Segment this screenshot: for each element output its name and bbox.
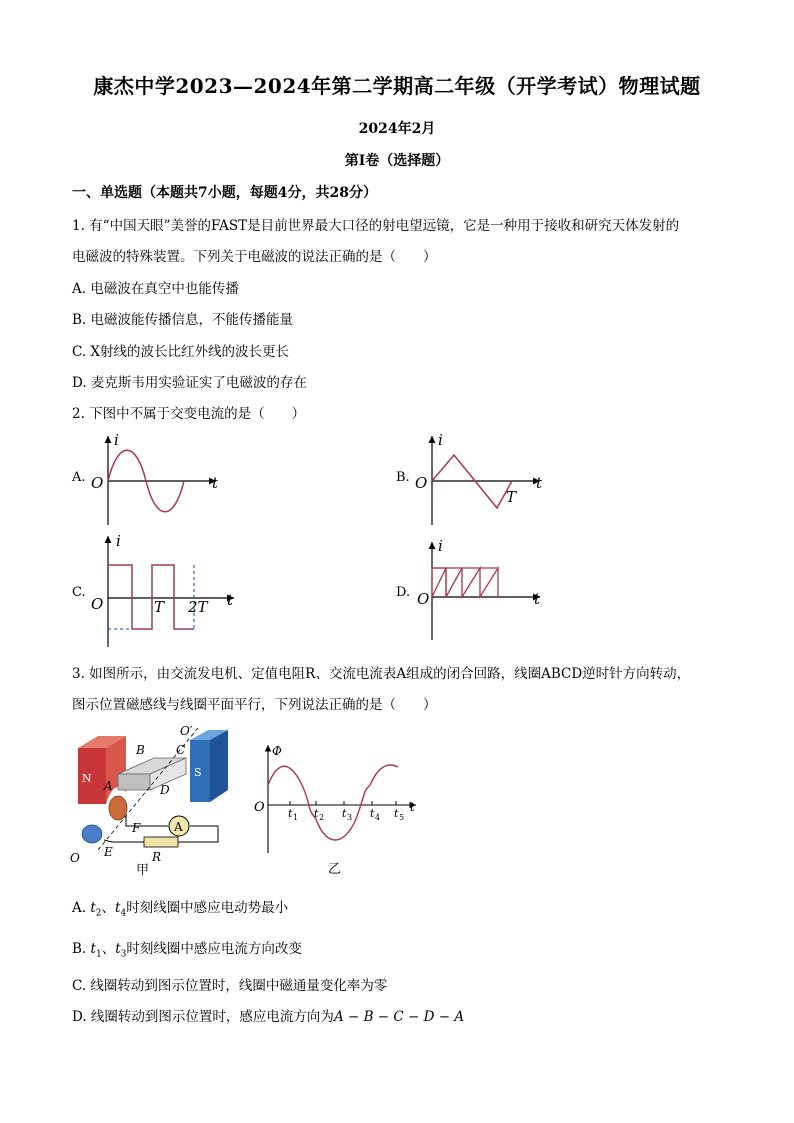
label-r: R — [152, 850, 162, 864]
q2-graph-c — [88, 532, 248, 650]
q2-stem: 2. 下图中不属于交变电流的是（ ） — [72, 406, 306, 422]
option-prefix: B. — [72, 941, 91, 957]
tick-t1: t — [288, 807, 293, 820]
q3-stem-line2: 图示位置磁感线与线圈平面平行，下列说法正确的是（ ） — [72, 697, 437, 713]
period-label: T — [506, 488, 517, 506]
wire — [104, 840, 144, 842]
var-t: t — [115, 900, 121, 916]
axis-i: i — [114, 431, 119, 449]
label-e: E — [104, 845, 113, 859]
current-path: A − B − C − D − A — [333, 1009, 465, 1025]
tick-t5: t — [394, 807, 399, 820]
caption-jia: 甲 — [136, 863, 150, 878]
square-wave — [108, 565, 194, 629]
origin: O — [417, 590, 430, 608]
tick-sub-3: 3 — [347, 813, 353, 822]
coil-front — [118, 774, 150, 790]
q3-option-c — [72, 974, 387, 994]
q2-label-c: C. — [72, 585, 86, 600]
q1-option-b: B. 电磁波能传播信息，不能传播能量 — [72, 312, 294, 328]
flux-curve — [268, 765, 398, 840]
magnet-s-side — [210, 730, 228, 802]
tick-t3: t — [342, 807, 347, 820]
period-2-label: 2T — [188, 598, 208, 616]
subscript: 2 — [95, 908, 102, 919]
q3-figure-generator — [68, 718, 238, 878]
label-f: F — [132, 821, 141, 835]
label-a: A — [104, 779, 113, 793]
separator: 、 — [101, 900, 116, 916]
resistor — [144, 837, 178, 847]
axis-t: t — [536, 474, 543, 492]
label-b: B — [136, 743, 145, 757]
q1-option-a: A. 电磁波在真空中也能传播 — [72, 281, 239, 297]
q1-option-d: D. 麦克斯韦用实验证实了电磁波的存在 — [72, 375, 307, 391]
q2-label-d: D. — [396, 585, 411, 600]
axis-t: t — [212, 474, 219, 492]
q3-option-b — [72, 937, 302, 960]
ammeter-label: A — [174, 820, 183, 834]
var-t: t — [90, 900, 96, 916]
axis-t: t — [534, 590, 541, 608]
label-d: D — [160, 783, 170, 797]
sawtooth-wave — [432, 568, 498, 597]
option-text: 时刻线圈中感应电流方向改变 — [126, 941, 302, 957]
slip-ring-2 — [82, 825, 102, 843]
q1-stem-line1: 1. 有“中国天眼”美誉的FAST是目前世界最大口径的射电望远镜，它是一种用于接收和研究天体发射的 — [72, 218, 680, 234]
tick-t2: t — [314, 807, 319, 820]
period-label: T — [154, 598, 165, 616]
subscript: 4 — [120, 908, 127, 919]
label-o-prime: O′ — [180, 724, 193, 738]
axis-t: t — [410, 800, 415, 814]
var-t: t — [90, 941, 96, 957]
slip-ring-1 — [109, 796, 127, 820]
caption-yi: 乙 — [328, 862, 342, 877]
axis-i: i — [438, 538, 443, 555]
axis-t: t — [227, 591, 234, 609]
option-text: 时刻线圈中感应电动势最小 — [126, 900, 289, 916]
origin: O — [415, 474, 428, 492]
n-label: N — [82, 772, 92, 785]
q2-label-b: B. — [396, 470, 410, 485]
tick-t4: t — [370, 807, 375, 820]
exam-date: 2024年2月 — [358, 121, 436, 137]
label-c: C — [176, 743, 186, 757]
section-heading: 一、单选题（本题共7小题，每题4分，共28分） — [72, 185, 377, 201]
q2-graph-b — [412, 430, 552, 530]
q3-option-d — [72, 1005, 464, 1025]
tick-sub-4: 4 — [375, 813, 381, 822]
q3-figure-flux — [250, 735, 425, 885]
axis-i: i — [438, 431, 443, 449]
option-prefix: A. — [72, 900, 91, 916]
q3-option-a — [72, 896, 288, 919]
tick-sub-5: 5 — [399, 813, 405, 822]
subscript: 3 — [120, 949, 127, 960]
origin: O — [91, 474, 104, 492]
subscript: 1 — [95, 949, 102, 960]
axis-i: i — [116, 532, 121, 550]
tick-sub-2: 2 — [319, 813, 325, 822]
option-text: D. 线圈转动到图示位置时，感应电流方向为 — [72, 1009, 334, 1025]
q2-label-a: A. — [72, 470, 86, 485]
separator: 、 — [101, 941, 116, 957]
q1-stem-line2: 电磁波的特殊装置。下列关于电磁波的说法正确的是（ ） — [72, 249, 437, 265]
phi-label: Φ — [272, 744, 282, 758]
q2-graph-d — [412, 538, 552, 643]
origin: O — [254, 800, 265, 815]
option-text: C. 线圈转动到图示位置时，线圈中磁通量变化率为零 — [72, 978, 388, 994]
tick-sub-1: 1 — [293, 813, 299, 822]
exam-title: 康杰中学2023—2024年第二学期高二年级（开学考试）物理试题 — [93, 74, 701, 98]
q3-stem-line1: 3. 如图所示，由交流发电机、定值电阻R、交流电流表A组成的闭合回路，线圈ABCD逆时针方向转动， — [72, 666, 691, 682]
volume-heading: 第Ⅰ卷（选择题） — [344, 153, 450, 169]
label-o: O — [70, 851, 80, 865]
s-label: S — [194, 766, 202, 779]
q1-option-c: C. X射线的波长比红外线的波长更长 — [72, 344, 290, 360]
q2-graph-a — [88, 430, 228, 530]
origin: O — [91, 595, 104, 613]
magnet-n-face — [106, 736, 126, 804]
var-t: t — [115, 941, 121, 957]
